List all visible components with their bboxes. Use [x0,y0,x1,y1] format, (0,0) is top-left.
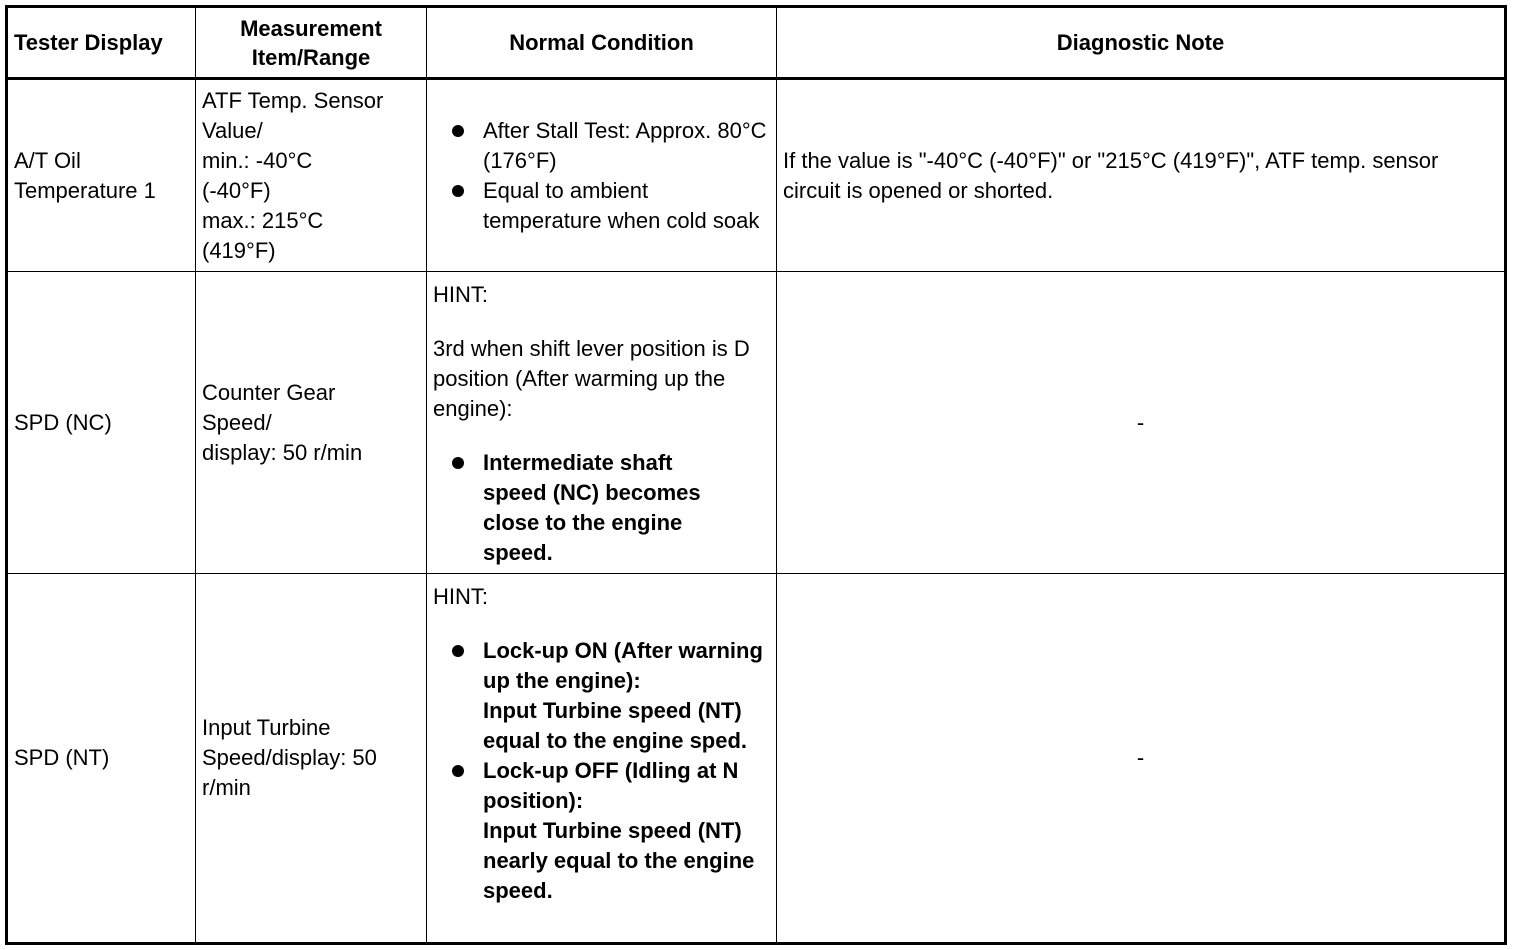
row1-diagnostic-note [777,80,1504,272]
list-item: After Stall Test: Approx. 80°C (176°F) [433,116,770,176]
row1-measurement-line3: max.: 215°C (419°F) [202,207,324,263]
row1-tester-display [8,80,196,272]
row2-measurement-line1: Counter Gear Speed/ [202,379,336,435]
row2-condition-paragraph: 3rd when shift lever position is D position (After warming up the engine): [433,336,750,421]
row2-condition-list [433,448,770,568]
list-item: Intermediate shaft speed (NC) becomes close to the engine speed. [433,448,770,568]
row1-diagnostic-note-text: If the value is "-40°C (-40°F)" or "215°C (419°F)", ATF temp. sensor circuit is opened or shorted. [783,147,1439,203]
row2-measurement [196,272,427,574]
row2-diagnostic-note [777,272,1504,574]
bullet-title: Lock-up ON (After warning up the engine): [483,638,763,693]
list-item [433,756,770,906]
bullet-title: Lock-up OFF (Idling at N position): [483,758,739,813]
bullet-detail: Input Turbine speed (NT) equal to the engine sped. [483,698,748,753]
row3-tester-display-text: SPD (NT) [14,745,110,770]
row2-tester-display [8,272,196,574]
row3-normal-condition [427,574,777,942]
row2-hint-label: HINT: [433,282,488,307]
row3-measurement [196,574,427,942]
row1-measurement-line2: min.: -40°C (-40°F) [202,147,313,203]
list-item [433,636,770,756]
header-diagnostic-note: Diagnostic Note [777,8,1504,80]
row3-tester-display [8,574,196,942]
row1-measurement-line1: ATF Temp. Sensor Value/ [202,87,384,143]
row2-tester-display-text: SPD (NC) [14,409,112,435]
row2-measurement-line2: display: 50 r/min [202,439,363,465]
row3-condition-list [433,636,770,906]
list-item: Equal to ambient temperature when cold soak [433,176,770,236]
header-measurement-item-range: Measurement Item/Range [196,8,427,80]
row1-measurement [196,80,427,272]
row1-normal-condition [427,80,777,272]
header-normal-condition: Normal Condition [427,8,777,80]
row3-diagnostic-note-text: - [1136,745,1145,770]
bullet-detail: Input Turbine speed (NT) nearly equal to the engine speed. [483,818,755,903]
row3-hint-label: HINT: [433,584,488,609]
row2-diagnostic-note-text: - [1136,409,1145,435]
row1-tester-display-text: A/T Oil Temperature 1 [14,147,156,203]
header-tester-display: Tester Display [8,8,196,80]
row2-normal-condition [427,272,777,574]
diagnostic-data-table [5,5,1507,945]
row3-diagnostic-note [777,574,1504,942]
row1-condition-list [433,116,770,236]
row3-measurement-line1: Input Turbine Speed/display: 50 r/min [202,715,377,800]
